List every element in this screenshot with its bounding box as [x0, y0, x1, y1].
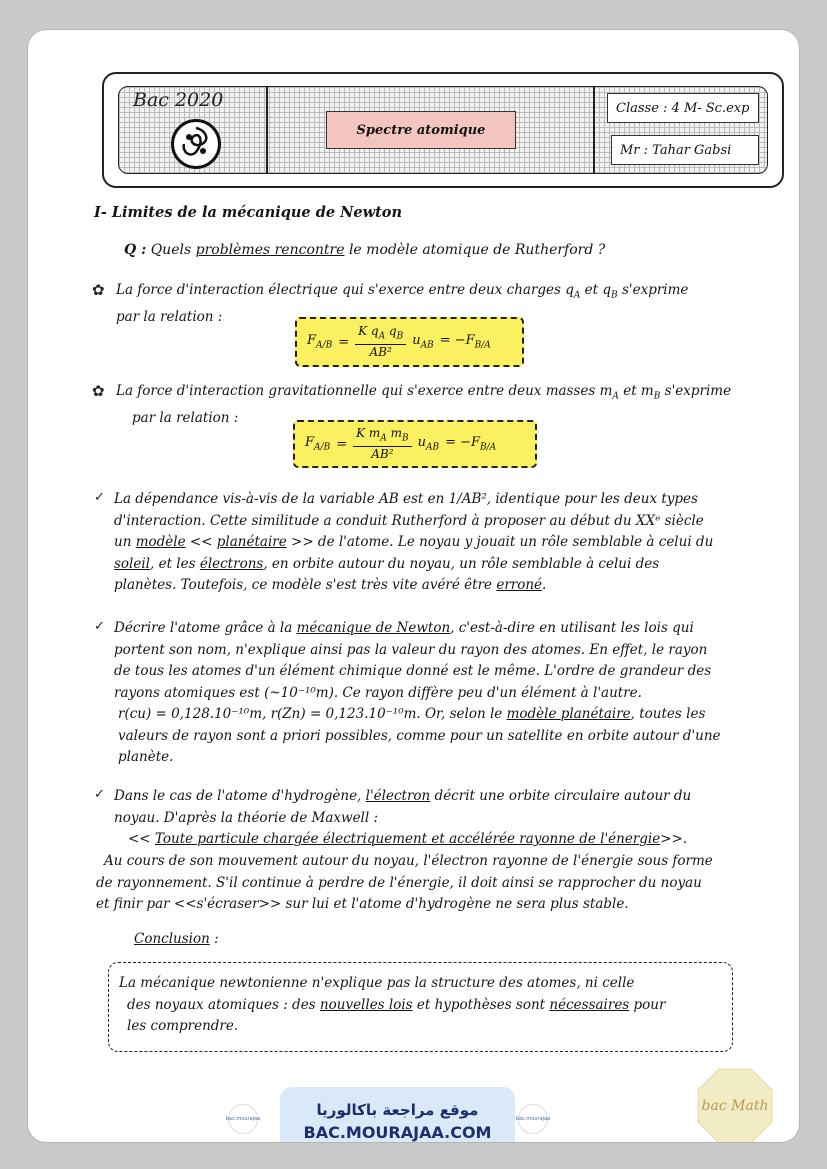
question-label: Q :	[124, 242, 147, 258]
document-page	[28, 30, 799, 1142]
header-grid	[118, 86, 768, 174]
formula-rhs-sub: B/A	[480, 442, 497, 453]
conclusion-box	[108, 962, 733, 1052]
paragraph-dependence	[114, 489, 794, 597]
conclusion-colon: :	[214, 931, 219, 947]
site-logo-icon	[225, 1104, 261, 1134]
section-title: I- Limites de la mécanique de Newton	[94, 204, 402, 221]
para1-underlined: modèle	[135, 534, 186, 550]
conclusion-underlined: nécessaires	[549, 996, 630, 1013]
emblem-icon	[171, 119, 221, 169]
formula-lhs-sub: A/B	[316, 340, 333, 351]
bac-year: Bac 2020	[133, 89, 224, 111]
conclusion-heading	[134, 929, 219, 951]
para2-text: , c'est-à-dire en utilisant les lois qui	[450, 620, 694, 636]
grav-line2: par la relation :	[132, 410, 239, 427]
bacmath-logo	[696, 1067, 774, 1142]
para3-underlined: l'électron	[365, 788, 431, 804]
formula-lhs: F	[307, 333, 317, 349]
formula-num-sub-b: B	[396, 331, 404, 342]
sub-a: A	[612, 391, 619, 402]
formula-rhs: = −F	[439, 333, 475, 349]
header-scroll	[102, 72, 784, 188]
para2-text: Décrire l'atome grâce à la	[114, 620, 293, 636]
para2-line: valeurs de rayon sont a priori possibles, comme pour un satellite en orbite autour d'une	[118, 727, 721, 744]
electric-line2: par la relation :	[116, 309, 223, 326]
header-divider	[593, 87, 595, 173]
para1-line: La dépendance vis-à-vis de la variable AB est en 1/AB², identique pour les deux types	[114, 491, 698, 507]
electric-line1: La force d'interaction électrique qui s'exerce entre deux charges q	[116, 282, 574, 298]
para3-text: <<	[128, 831, 151, 847]
sub-b: B	[611, 290, 618, 301]
para2-line: planète.	[118, 749, 174, 765]
paragraph-newton	[114, 618, 794, 769]
check-bullet-icon: ✓	[94, 619, 105, 634]
electric-line1-post: s'exprime	[617, 282, 689, 298]
formula-u: u	[412, 333, 421, 349]
para3-text: décrit une orbite circulaire autour du	[434, 788, 692, 804]
check-bullet-icon: ✓	[94, 787, 105, 802]
para3-line: de rayonnement. S'il continue à perdre de l'énergie, il doit ainsi se rapprocher du noyau	[96, 874, 702, 891]
paragraph-hydrogen-cont	[96, 851, 796, 916]
question-post: le modèle atomique de Rutherford ?	[348, 242, 606, 258]
gravitational-formula	[293, 420, 537, 468]
para1-underlined: soleil	[114, 555, 150, 572]
para1-text: planètes. Toutefois, ce modèle s'est très vite avéré être	[114, 577, 493, 593]
para1-underlined: erroné	[496, 577, 543, 593]
formula-rhs-sub: B/A	[474, 340, 491, 351]
flower-bullet-icon: ✿	[92, 281, 105, 299]
formula-den: AB²	[369, 345, 392, 360]
conclusion-text: pour	[633, 996, 666, 1013]
para1-line: d'interaction. Cette similitude a conduit Rutherford à proposer au début du XXᵉ siècle	[114, 512, 704, 529]
topic-title: Spectre atomique	[326, 111, 516, 149]
formula-den: AB²	[371, 447, 394, 462]
para3-text: >>.	[660, 831, 688, 847]
mini-logo-text: bac.mourajaa	[225, 1116, 261, 1122]
para3-line: noyau. D'après la théorie de Maxwell :	[114, 809, 379, 826]
formula-num: K q	[358, 323, 379, 338]
formula-u-sub: AB	[425, 442, 440, 453]
formula-eq: =	[336, 436, 348, 452]
para3-underlined: Toute particule chargée électriquement et accélérée rayonne de l'énergie	[154, 831, 661, 847]
formula-fraction	[355, 324, 406, 360]
formula-num-mid: q	[385, 323, 397, 338]
para2-line: portent son nom, n'explique ainsi pas la valeur du rayon des atomes. En effet, le rayon	[114, 641, 708, 658]
formula-eq: =	[338, 334, 350, 350]
conclusion-line: La mécanique newtonienne n'explique pas la structure des atomes, ni celle	[119, 975, 635, 991]
conclusion-line: les comprendre.	[127, 1018, 239, 1034]
site-url[interactable]: BAC.MOURAJAA.COM	[303, 1122, 492, 1142]
site-name-arabic: موقع مراجعة باكالوريا	[316, 1100, 479, 1119]
para2-text: r(cu) = 0,128.10⁻¹⁰m, r(Zn) = 0,123.10⁻¹⁰m. Or, selon le	[118, 706, 503, 722]
para1-text: .	[542, 577, 547, 593]
para2-text: , toutes les	[630, 706, 706, 722]
formula-u: u	[417, 435, 426, 451]
check-bullet-icon: ✓	[94, 490, 105, 505]
paragraph-hydrogen	[114, 786, 794, 851]
grav-line1-mid: et m	[618, 383, 654, 399]
formula-num-mid: m	[386, 425, 402, 440]
question-underlined: problèmes rencontre	[195, 242, 345, 258]
para1-text: un	[114, 534, 132, 550]
formula-num: K m	[356, 425, 381, 440]
formula-rhs: = −F	[445, 435, 481, 451]
sub-a: A	[573, 290, 581, 301]
grav-line1-post: s'exprime	[660, 383, 732, 399]
header-divider	[266, 87, 268, 173]
electric-line1-mid: et q	[580, 282, 612, 298]
conclusion-label: Conclusion	[134, 931, 210, 947]
electric-formula	[295, 317, 524, 367]
formula-num-sub-a: A	[380, 433, 387, 444]
conclusion-underlined: nouvelles lois	[319, 996, 413, 1013]
conclusion-text: des noyaux atomiques : des	[127, 996, 316, 1013]
para2-underlined: modèle planétaire	[506, 706, 631, 722]
para2-line: rayons atomiques est (~10⁻¹⁰m). Ce rayon diffère peu d'un élément à l'autre.	[114, 684, 642, 701]
flower-bullet-icon: ✿	[92, 382, 105, 400]
para3-line: et finir par <<s'écraser>> sur lui et l'atome d'hydrogène ne sera plus stable.	[96, 896, 629, 912]
site-badge[interactable]	[280, 1087, 515, 1142]
teacher-label: Mr : Tahar Gabsi	[611, 135, 759, 165]
sub-b: B	[653, 391, 661, 402]
para1-text: , et les	[150, 555, 196, 572]
conclusion-text: et hypothèses sont	[416, 996, 546, 1013]
formula-u-sub: AB	[420, 340, 434, 351]
para1-text: , en orbite autour du noyau, un rôle semblable à celui des	[263, 555, 660, 572]
mini-logo-text: bac.mourajaa	[515, 1116, 551, 1122]
bacmath-text: bac Math	[701, 1098, 769, 1114]
para3-line: Au cours de son mouvement autour du noyau, l'électron rayonne de l'énergie sous forme	[104, 853, 713, 869]
para1-underlined: planétaire	[216, 534, 287, 550]
para1-underlined: électrons	[199, 555, 264, 572]
formula-lhs-sub: A/B	[314, 442, 331, 453]
para1-text: >> de l'atome. Le noyau y jouait un rôle semblable à celui du	[291, 534, 714, 550]
formula-num-sub-a: A	[378, 331, 386, 342]
formula-num-sub-b: B	[401, 433, 409, 444]
formula-fraction	[353, 426, 412, 462]
question-pre: Quels	[150, 242, 192, 258]
question	[124, 240, 605, 262]
para2-line: de tous les atomes d'un élément chimique donné est le même. L'ordre de grandeur des	[114, 663, 712, 679]
para3-text: Dans le cas de l'atome d'hydrogène,	[114, 788, 362, 804]
class-label: Classe : 4 M- Sc.exp	[607, 93, 759, 123]
para2-underlined: mécanique de Newton	[296, 620, 451, 636]
formula-lhs: F	[305, 435, 315, 451]
site-logo-icon	[515, 1104, 551, 1134]
grav-line1: La force d'interaction gravitationnelle qui s'exerce entre deux masses m	[116, 383, 613, 399]
para1-text: <<	[189, 534, 213, 550]
